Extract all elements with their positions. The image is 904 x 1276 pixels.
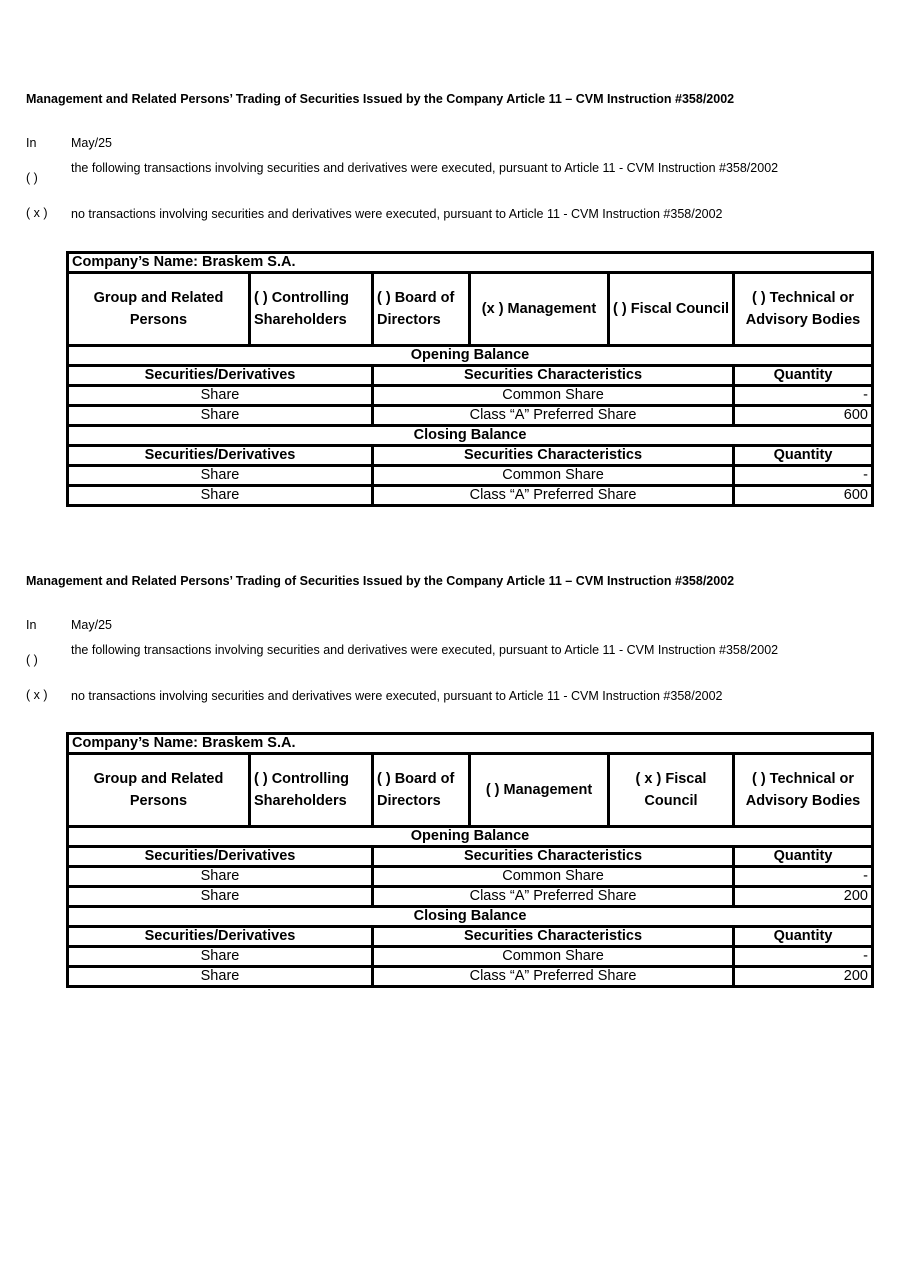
group-related-persons: Group and Related Persons [68, 273, 250, 346]
col-quantity: Quantity [734, 927, 873, 947]
table-row [68, 887, 873, 907]
table-row [68, 967, 873, 987]
company-name: Company’s Name: Braskem S.A. [68, 253, 873, 273]
group-technical-advisory: ( ) Technical or Advisory Bodies [734, 754, 873, 827]
quantity-cell: 200 [734, 967, 873, 987]
period-value: May/25 [71, 618, 112, 632]
in-label: In [26, 618, 37, 632]
option-none-mark: ( x ) [26, 206, 48, 220]
col-quantity: Quantity [734, 366, 873, 386]
col-characteristics: Securities Characteristics [373, 847, 734, 867]
company-name: Company’s Name: Braskem S.A. [68, 734, 873, 754]
trading-report-section [0, 574, 904, 1024]
security-cell: Share [68, 967, 373, 987]
characteristics-cell: Class “A” Preferred Share [373, 967, 734, 987]
security-cell: Share [68, 947, 373, 967]
group-fiscal-council: ( x ) Fiscal Council [609, 754, 734, 827]
col-characteristics: Securities Characteristics [373, 927, 734, 947]
table-row [68, 386, 873, 406]
col-securities: Securities/Derivatives [68, 446, 373, 466]
option-none-text: no transactions involving securities and derivatives were executed, pursuant to Article 11 - CVM Instruction #358/2002 [71, 207, 723, 221]
table-row [68, 486, 873, 506]
table-row [68, 466, 873, 486]
option-executed-mark: ( ) [26, 171, 38, 185]
security-cell: Share [68, 486, 373, 506]
option-executed-text: the following transactions involving securities and derivatives were executed, pursuant to Article 11 - CVM Instruction #358/2002 [71, 643, 779, 657]
trading-report-section [0, 92, 904, 542]
table-row [68, 406, 873, 426]
security-cell: Share [68, 406, 373, 426]
characteristics-cell: Class “A” Preferred Share [373, 406, 734, 426]
quantity-cell: - [734, 947, 873, 967]
quantity-cell: 600 [734, 486, 873, 506]
group-related-persons: Group and Related Persons [68, 754, 250, 827]
group-controlling-shareholders: ( ) Controlling Shareholders [250, 754, 373, 827]
col-securities: Securities/Derivatives [68, 847, 373, 867]
col-quantity: Quantity [734, 847, 873, 867]
group-fiscal-council: ( ) Fiscal Council [609, 273, 734, 346]
security-cell: Share [68, 867, 373, 887]
table-row [68, 947, 873, 967]
security-cell: Share [68, 466, 373, 486]
col-characteristics: Securities Characteristics [373, 446, 734, 466]
securities-table [66, 732, 874, 988]
quantity-cell: - [734, 386, 873, 406]
section-title: Management and Related Persons’ Trading of Securities Issued by the Company Article 11 – CVM Instruction #358/2002 [26, 574, 735, 588]
col-quantity: Quantity [734, 446, 873, 466]
group-management: (x ) Management [470, 273, 609, 346]
option-none-text: no transactions involving securities and derivatives were executed, pursuant to Article 11 - CVM Instruction #358/2002 [71, 689, 723, 703]
group-technical-advisory: ( ) Technical or Advisory Bodies [734, 273, 873, 346]
quantity-cell: - [734, 466, 873, 486]
col-characteristics: Securities Characteristics [373, 366, 734, 386]
col-securities: Securities/Derivatives [68, 366, 373, 386]
group-board-of-directors: ( ) Board of Directors [373, 273, 470, 346]
security-cell: Share [68, 386, 373, 406]
col-securities: Securities/Derivatives [68, 927, 373, 947]
option-none-mark: ( x ) [26, 688, 48, 702]
option-executed-text: the following transactions involving securities and derivatives were executed, pursuant to Article 11 - CVM Instruction #358/2002 [71, 161, 779, 175]
opening-balance-header: Opening Balance [68, 827, 873, 847]
section-title: Management and Related Persons’ Trading of Securities Issued by the Company Article 11 – CVM Instruction #358/2002 [26, 92, 735, 106]
characteristics-cell: Class “A” Preferred Share [373, 887, 734, 907]
closing-balance-header: Closing Balance [68, 907, 873, 927]
table-row [68, 867, 873, 887]
option-executed-mark: ( ) [26, 653, 38, 667]
period-value: May/25 [71, 136, 112, 150]
characteristics-cell: Common Share [373, 386, 734, 406]
group-board-of-directors: ( ) Board of Directors [373, 754, 470, 827]
securities-table [66, 251, 874, 507]
characteristics-cell: Common Share [373, 867, 734, 887]
quantity-cell: 600 [734, 406, 873, 426]
quantity-cell: - [734, 867, 873, 887]
opening-balance-header: Opening Balance [68, 346, 873, 366]
characteristics-cell: Common Share [373, 947, 734, 967]
characteristics-cell: Class “A” Preferred Share [373, 486, 734, 506]
closing-balance-header: Closing Balance [68, 426, 873, 446]
security-cell: Share [68, 887, 373, 907]
group-management: ( ) Management [470, 754, 609, 827]
group-controlling-shareholders: ( ) Controlling Shareholders [250, 273, 373, 346]
quantity-cell: 200 [734, 887, 873, 907]
characteristics-cell: Common Share [373, 466, 734, 486]
in-label: In [26, 136, 37, 150]
